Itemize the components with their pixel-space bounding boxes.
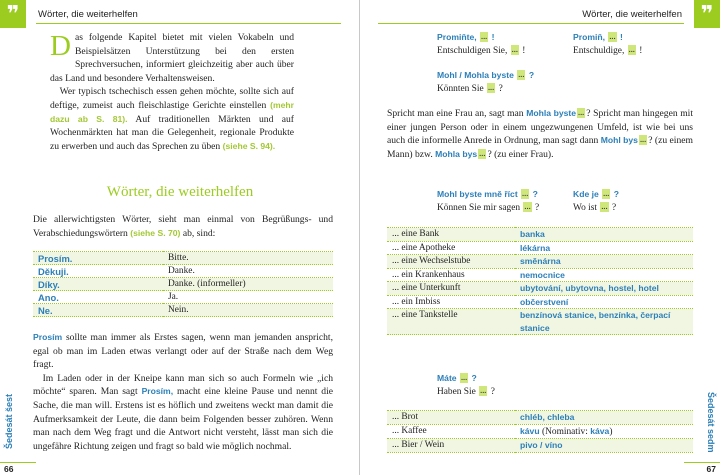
page-reference: (mehr dazu ab S. 81). [50, 99, 294, 124]
czech-phrase: Promiň, [573, 32, 605, 42]
running-header: Wörter, die weiterhelfen [38, 9, 138, 20]
german-phrase: Entschuldige, [573, 46, 625, 56]
places-table [387, 227, 693, 335]
german-word: ... eine Tankstelle [387, 309, 515, 335]
table-row [387, 424, 693, 439]
intro-text [50, 31, 294, 153]
gap-marker: ... [601, 202, 608, 211]
phrase-end: ! [639, 46, 643, 56]
gap-marker: ... [603, 189, 610, 198]
table-row [33, 265, 333, 278]
phrase-end: ! [619, 32, 623, 42]
para-text: Spricht man eine Frau an, sagt man [387, 108, 524, 119]
lead-text-end: ab, sind: [182, 227, 216, 239]
table-row [387, 411, 693, 425]
phrase-block [573, 188, 619, 215]
german-phrase: Könnten Sie [437, 84, 484, 94]
para-text: ? Spricht man hingegen mit einer jungen Person oder in einem ungezwungenen Umfeld, ist wie bei uns auch die informelle Anrede in Ordnung, man sagt dann [387, 108, 693, 147]
section-title: Wörter, die weiterhelfen [106, 184, 254, 200]
phrase-block [437, 31, 525, 58]
table-row [387, 268, 693, 282]
czech-word: benzínová stanice, benzínka, čerpací stanice [515, 309, 693, 335]
german-word: ... ein Krankenhaus [387, 268, 515, 282]
german-word: Danke. [163, 265, 333, 278]
german-phrase: Können Sie mir sagen [437, 203, 521, 213]
czech-word-cell [515, 424, 693, 439]
czech-word: Děkuji. [33, 265, 163, 278]
czech-phrase: Kde je [573, 189, 599, 199]
body-text [33, 331, 333, 453]
german-word: ... eine Bank [387, 228, 515, 242]
german-word: ... Kaffee [387, 424, 515, 439]
german-word: ... Bier / Wein [387, 439, 515, 453]
phrase-block [437, 188, 539, 215]
phrase-block [437, 69, 534, 96]
table-row [33, 291, 333, 304]
intro-paragraph-1: as folgende Kapitel bietet mit vielen Vokabeln und Beispielsätzen Unterstützung bei den ersten Sprechversuchen, informiert gleichzeitig aber auch über das Land und besondere Verhaltensweisen. [50, 32, 294, 84]
german-word: Bitte. [163, 252, 333, 265]
body-paragraph [387, 107, 693, 161]
table-row [33, 278, 333, 291]
table-row [387, 309, 693, 335]
table-row [33, 304, 333, 317]
highlight-word: Mohla bys [435, 148, 478, 159]
phrase-block [437, 372, 495, 399]
intro-paragraph-2b: Auf traditionellen Märkten und auf Wochenmärkten hat man die Gelegenheit, regionale Produkte zu erwerben und auch das Sprechen zu üben [50, 113, 294, 152]
header-rule [378, 23, 684, 24]
gap-marker: ... [460, 373, 468, 382]
highlight-word: Mohla byste [526, 108, 577, 118]
side-page-label [0, 381, 18, 463]
german-word: ... ein Imbiss [387, 295, 515, 309]
czech-word: banka [515, 228, 693, 242]
gap-marker: ... [522, 189, 529, 198]
phrase-end: ? [613, 189, 619, 199]
gap-marker: ... [628, 45, 635, 54]
gap-marker: ... [511, 45, 518, 54]
german-word: ... Brot [387, 411, 515, 425]
intro-paragraph-2a: Wer typisch tschechisch essen gehen möchte, sollte sich auf deftige, zumeist auch fleischlastige Gerichte einstellen [50, 86, 294, 111]
side-label-text: Šedesát sedm [706, 391, 716, 453]
german-word: Danke. (informeller) [163, 278, 333, 291]
czech-phrase: Mohl byste mně říct [437, 189, 518, 199]
gap-marker: ... [487, 83, 495, 92]
czech-word: chléb, chleba [515, 411, 693, 425]
czech-word: káva [590, 425, 610, 436]
vocab-table [33, 251, 333, 317]
czech-word: Prosím. [33, 252, 163, 265]
table-row [387, 228, 693, 242]
czech-word: občerstvení [515, 295, 693, 309]
phrase-end: ? [490, 387, 495, 397]
shopping-table [387, 410, 693, 453]
czech-word: nemocnice [515, 268, 693, 282]
page-reference: (siehe S. 70) [130, 227, 181, 238]
lead-text: Die allerwichtigsten Wörter, sieht man einmal von Begrüßungs- und Verabschiedungswörtern [33, 214, 333, 239]
table-row [387, 439, 693, 453]
lead-paragraph [33, 213, 333, 240]
right-page [360, 0, 720, 475]
running-header: Wörter, die weiterhelfen [582, 9, 682, 20]
phrase-end: ? [471, 373, 477, 383]
german-word: ... eine Unterkunft [387, 282, 515, 296]
note-end: ) [609, 426, 613, 437]
para-text: ? (zu einem Mann) bzw. [387, 135, 693, 160]
side-page-label [702, 381, 720, 463]
czech-phrase: Promiňte, [437, 32, 477, 42]
czech-word: kávu [520, 425, 540, 436]
phrase-end: ? [535, 203, 540, 213]
table-row [33, 252, 333, 265]
gap-marker: ... [524, 202, 531, 211]
page-number: 67 [706, 464, 716, 474]
gap-marker: ... [480, 386, 487, 395]
phrase-block [573, 31, 642, 58]
table-row [387, 241, 693, 255]
phrase-end: ? [532, 189, 538, 199]
czech-word: pivo / víno [515, 439, 693, 453]
german-phrase: Entschuldigen Sie, [437, 46, 508, 56]
quote-icon: ❞ [694, 0, 720, 28]
german-word: Nein. [163, 304, 333, 317]
czech-word: Díky. [33, 278, 163, 291]
phrase-end: ? [528, 70, 535, 80]
highlight-word: Prosím, [141, 386, 174, 397]
german-word: Ja. [163, 291, 333, 304]
gap-marker: ... [518, 70, 525, 79]
czech-word: Ano. [33, 291, 163, 304]
header-rule [36, 23, 341, 24]
phrase-end: ? [498, 84, 503, 94]
german-phrase: Wo ist [573, 203, 597, 213]
german-word: ... eine Wechselstube [387, 255, 515, 269]
gap-marker: ... [578, 108, 585, 117]
german-phrase: Haben Sie [437, 387, 476, 397]
german-word: ... eine Apotheke [387, 241, 515, 255]
gap-marker: ... [480, 32, 488, 41]
table-row [387, 295, 693, 309]
gap-marker: ... [609, 32, 616, 41]
czech-word: ubytování, ubytovna, hostel, hotel [515, 282, 693, 296]
phrase-end: ! [522, 46, 526, 56]
gap-marker: ... [479, 148, 486, 158]
czech-word: lékárna [515, 241, 693, 255]
highlight-word: Mohl bys [600, 135, 638, 146]
note: (Nominativ: [541, 426, 588, 437]
czech-phrase: Mohl / Mohla byste [437, 70, 514, 80]
side-label-text: Šedesát šest [4, 394, 14, 450]
gap-marker: ... [639, 135, 647, 145]
table-row [387, 282, 693, 296]
czech-word: směnárna [515, 255, 693, 269]
table-row [387, 255, 693, 269]
dropcap: D [50, 30, 71, 62]
page-number: 66 [4, 464, 14, 474]
czech-word: Ne. [33, 304, 163, 317]
body-paragraph-1: sollte man immer als Erstes sagen, wenn man jemanden anspricht, egal ob man im Laden etwas verlangt oder auf der Straße nach dem Weg fragt. [33, 332, 333, 371]
body-paragraph-2a: Im Laden oder in der Kneipe kann man sich so auch Formeln wie „ich möchte“ sparen. Man sagt [33, 372, 333, 398]
body-paragraph-2b: macht eine kleine Pause und nennt die Sache, die man will. Erstens ist es höflich und zweitens weckt man damit die Aufmerksamkeit der Leute, die dann beim Folgenden besser zuhören. Wenn man nach dem Weg fragt und die Antwort nicht versteht, lässt man sich die ungefähre Richtung zeigen und fragt so bald wie möglich nochmal. [33, 386, 334, 452]
phrase-end: ? [611, 203, 617, 213]
phrase-end: ! [491, 32, 495, 42]
quote-icon: ❞ [0, 0, 26, 28]
czech-phrase: Máte [437, 373, 457, 383]
page-reference: (siehe S. 94). [222, 140, 276, 151]
para-text: ? (zu einer Frau). [487, 148, 554, 160]
highlight-word: Prosím [33, 332, 63, 342]
